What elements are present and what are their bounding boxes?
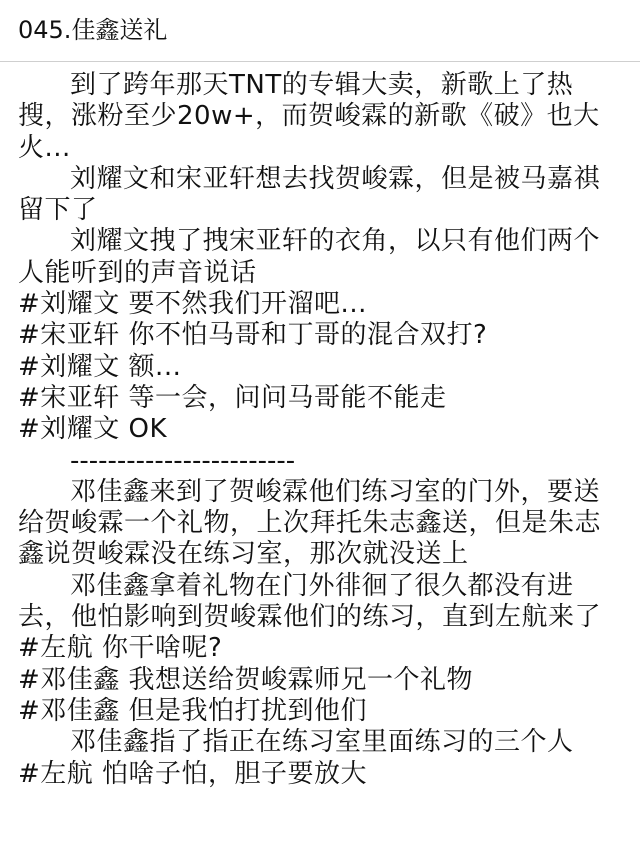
- dialogue-line: #邓佳鑫 我想送给贺峻霖师兄一个礼物: [18, 664, 474, 695]
- dialogue-line: #左航 怕啥子怕，胆子要放大: [18, 758, 368, 789]
- narration-paragraph: 刘耀文和宋亚轩想去找贺峻霖，但是被马嘉祺留下了: [18, 163, 601, 226]
- dialogue-line: #左航 你干啥呢?: [18, 633, 223, 664]
- narration-paragraph: 到了跨年那天TNT的专辑大卖，新歌上了热搜，涨粉至少20w+，而贺峻霖的新歌《破》也大火...: [18, 70, 600, 163]
- dialogue-line: #刘耀文 OK: [18, 414, 168, 445]
- narration-paragraph: 邓佳鑫指了指正在练习室里面练习的三个人: [70, 727, 574, 758]
- title-bar: [0, 0, 640, 62]
- narration-paragraph: 邓佳鑫拿着礼物在门外徘徊了很久都没有进去，他怕影响到贺峻霖他们的练习，直到左航来了: [18, 570, 602, 633]
- chapter-title: 045.佳鑫送礼: [18, 16, 168, 44]
- section-divider: ------------------------: [70, 445, 296, 476]
- story-content: [18, 70, 624, 790]
- narration-paragraph: 邓佳鑫来到了贺峻霖他们练习室的门外，要送给贺峻霖一个礼物，上次拜托朱志鑫送，但是朱志鑫说贺峻霖没在练习室，那次就没送上: [18, 476, 602, 570]
- narration-paragraph: 刘耀文拽了拽宋亚轩的衣角，以只有他们两个人能听到的声音说话: [18, 226, 601, 288]
- dialogue-line: #宋亚轩 等一会，问问马哥能不能走: [18, 382, 447, 413]
- dialogue-line: #宋亚轩 你不怕马哥和丁哥的混合双打?: [18, 320, 488, 351]
- dialogue-line: #刘耀文 额...: [18, 351, 182, 382]
- dialogue-line: #刘耀文 要不然我们开溜吧...: [18, 289, 367, 320]
- dialogue-line: #邓佳鑫 但是我怕打扰到他们: [18, 695, 368, 726]
